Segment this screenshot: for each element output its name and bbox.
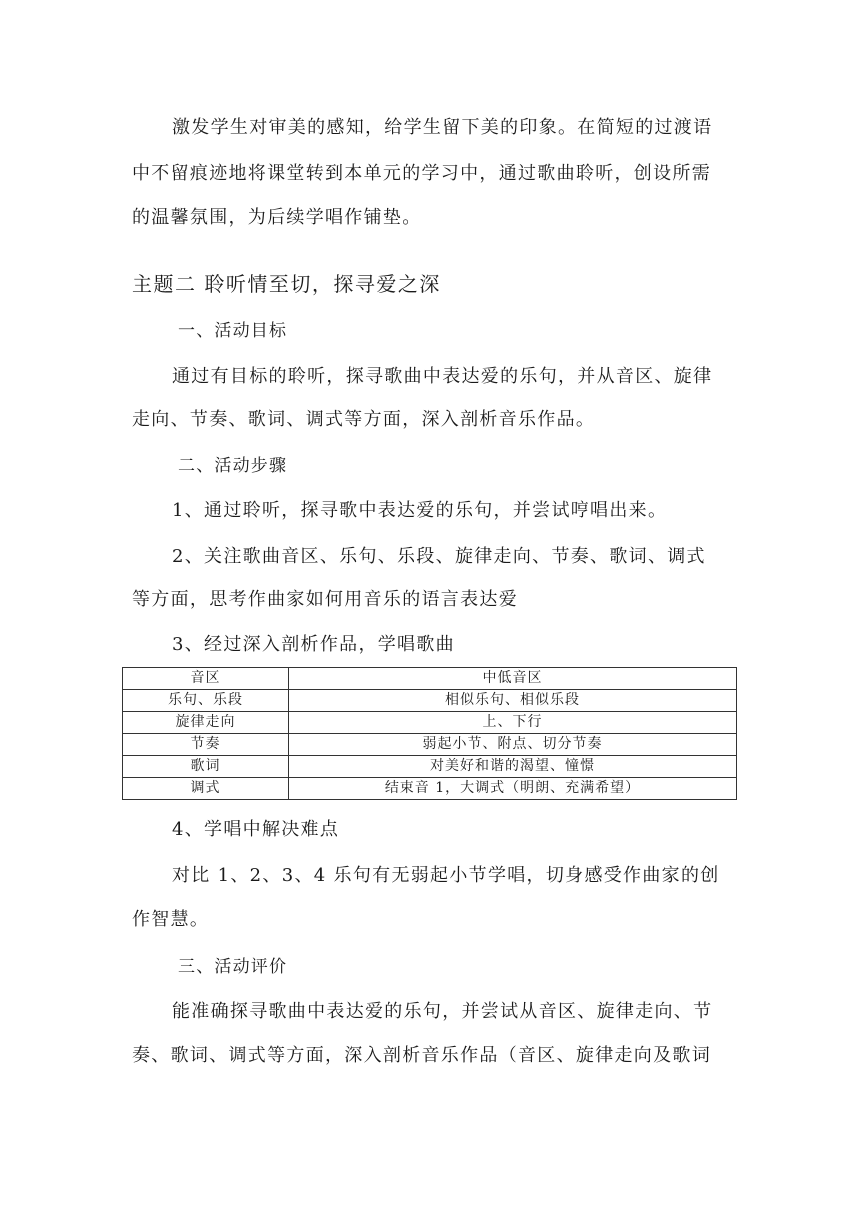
evaluation-paragraph-line-1: 能准确探寻歌曲中表达爱的乐句，并尝试从音区、旋律走向、节 — [172, 1001, 713, 1022]
table-cell-value: 弱起小节、附点、切分节奏 — [289, 734, 737, 756]
goals-paragraph-line-1: 通过有目标的聆听，探寻歌曲中表达爱的乐句，并从音区、旋律 — [172, 366, 713, 387]
step-3: 3、经过深入剖析作品，学唱歌曲 — [172, 634, 455, 655]
intro-paragraph-line-2: 中不留痕迹地将课堂转到本单元的学习中，通过歌曲聆听，创设所需 — [132, 163, 711, 184]
topic-heading: 主题二 聆听情至切，探寻爱之深 — [132, 272, 441, 296]
table-row — [123, 668, 737, 690]
table-cell-key: 乐句、乐段 — [123, 690, 289, 712]
evaluation-paragraph-line-2: 奏、歌词、调式等方面，深入剖析音乐作品（音区、旋律走向及歌词 — [132, 1045, 711, 1066]
table-row — [123, 712, 737, 734]
step-4: 4、学唱中解决难点 — [172, 819, 340, 840]
step-4-paragraph-line-1: 对比 1、2、3、4 乐句有无弱起小节学唱，切身感受作曲家的创 — [172, 865, 720, 886]
section-heading-evaluation: 三、活动评价 — [178, 957, 288, 977]
table-row — [123, 778, 737, 800]
table-row — [123, 690, 737, 712]
intro-paragraph-line-1: 激发学生对审美的感知，给学生留下美的印象。在简短的过渡语 — [172, 117, 713, 138]
table-cell-value: 中低音区 — [289, 668, 737, 690]
table-cell-key: 调式 — [123, 778, 289, 800]
intro-paragraph-line-3: 的温馨氛围，为后续学唱作铺垫。 — [132, 207, 422, 228]
table-row — [123, 734, 737, 756]
step-2-line-2: 等方面，思考作曲家如何用音乐的语言表达爱 — [132, 589, 518, 610]
step-1: 1、通过聆听，探寻歌中表达爱的乐句，并尝试哼唱出来。 — [172, 500, 668, 521]
section-heading-steps: 二、活动步骤 — [178, 456, 288, 476]
table-cell-value: 上、下行 — [289, 712, 737, 734]
table-cell-key: 节奏 — [123, 734, 289, 756]
table-cell-key: 歌词 — [123, 756, 289, 778]
table-cell-key: 音区 — [123, 668, 289, 690]
table-cell-key: 旋律走向 — [123, 712, 289, 734]
table-cell-value: 结束音 1，大调式（明朗、充满希望） — [289, 778, 737, 800]
table-cell-value: 相似乐句、相似乐段 — [289, 690, 737, 712]
step-4-paragraph-line-2: 作智慧。 — [132, 909, 210, 930]
music-analysis-table — [122, 667, 737, 800]
step-2-line-1: 2、关注歌曲音区、乐句、乐段、旋律走向、节奏、歌词、调式 — [172, 546, 706, 567]
table-cell-value: 对美好和谐的渴望、憧憬 — [289, 756, 737, 778]
section-heading-goals: 一、活动目标 — [178, 321, 288, 341]
goals-paragraph-line-2: 走向、节奏、歌词、调式等方面，深入剖析音乐作品。 — [132, 409, 596, 430]
table-row — [123, 756, 737, 778]
